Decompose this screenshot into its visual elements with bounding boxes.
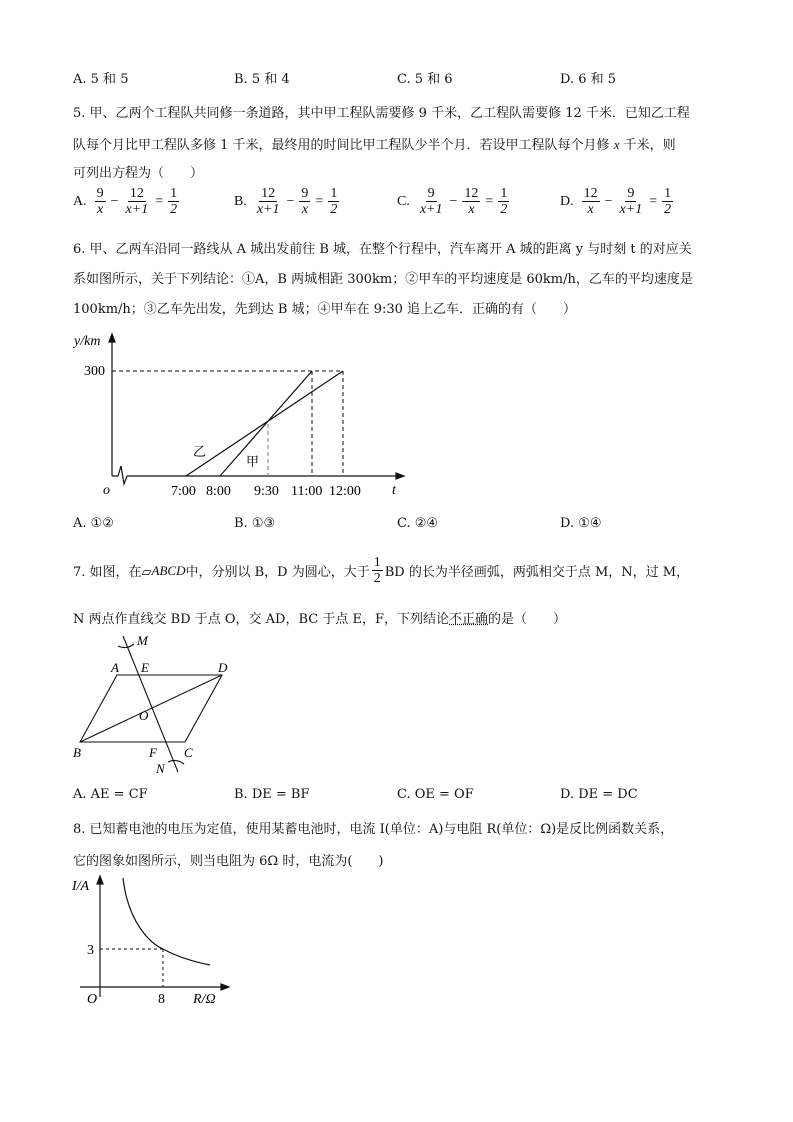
q5-option-label: A. (73, 193, 87, 209)
q6-option-d: D. ①④ (560, 516, 602, 531)
q5-frac-first-num: 9 (427, 186, 435, 201)
q5-frac-second-den: x (301, 202, 309, 217)
q7-label-a: A (111, 660, 119, 675)
q5-frac-result-num: 1 (170, 186, 178, 201)
q6-label-jia: 甲 (246, 454, 260, 469)
q5-frac-second (124, 186, 151, 217)
q7-label-n: N (156, 761, 165, 776)
q5-frac-second (299, 186, 310, 217)
q5-variable-x: x (613, 137, 620, 152)
q5-frac-first (255, 186, 282, 217)
q5-frac-second (618, 186, 645, 217)
q5-option-label: C. (397, 193, 410, 209)
q6-stem-line3: 100km/h；③乙车先出发，先到达 B 城；④甲车在 9:30 追上乙车．正确的有（ ） (73, 302, 577, 317)
q8-ylabel: I/A (72, 879, 90, 894)
q5-equals-sign: = (649, 193, 658, 209)
q5-frac-first-den: x+1 (419, 202, 443, 217)
q7-option-a: A. AE = CF (73, 787, 148, 802)
q4-option-d: D. 6 和 5 (560, 72, 617, 87)
q6-line-yi (186, 371, 343, 476)
q5-option-a (73, 186, 181, 217)
q8-origin: O (87, 992, 98, 1007)
q7-label-b: B (73, 745, 81, 760)
q7-option-b: B. DE = BF (234, 787, 310, 802)
q7-arc-n (168, 760, 184, 764)
q5-frac-result-num: 1 (330, 186, 338, 201)
q6-ytick-300: 300 (84, 364, 105, 379)
q7-label-m: M (137, 633, 148, 648)
q8-y-arrow (97, 876, 103, 884)
q5-frac-result-den: 2 (500, 202, 508, 217)
q5-frac-result-den: 2 (330, 202, 338, 217)
q6-xtick-0: 7:00 (171, 484, 196, 499)
q7-text-c: 中，分别以 B，D 为圆心，大于 (185, 565, 370, 580)
q5-minus-sign: − (449, 193, 458, 209)
q5-frac-second-num: 12 (464, 186, 479, 201)
q6-ylabel: y/km (74, 334, 101, 349)
q6-line-jia (220, 371, 312, 476)
q5-frac-second-num: 9 (301, 186, 309, 201)
q8-stem-line1: 8. 已知蓄电池的电压为定值，使用某蓄电池时，电流 I(单位：A)与电阻 R(单位：Ω)是反比例函数关系， (73, 822, 674, 837)
q7-label-o: O (139, 708, 149, 723)
q6-xtick-1: 8:00 (206, 484, 231, 499)
q5-stem-line3: 可列出方程为（ ） (73, 166, 204, 181)
q5-frac-result-den: 2 (664, 202, 672, 217)
q5-frac-first-num: 12 (583, 186, 598, 201)
q7-label-f: F (149, 745, 157, 760)
q5-frac-second-den: x+1 (619, 202, 643, 217)
q6-xtick-2: 9:30 (254, 484, 279, 499)
q5-frac-result-num: 1 (664, 186, 672, 201)
q5-minus-sign: − (286, 193, 295, 209)
q8-xlabel: R/Ω (193, 992, 216, 1007)
q6-option-b: B. ①③ (234, 516, 276, 531)
q5-frac-result (662, 186, 673, 217)
q7-abcd: ABCD (151, 562, 186, 578)
q7-fraction-half (372, 555, 383, 586)
q7-text-f: 的是（ ） (488, 612, 567, 627)
q5-frac-first (582, 186, 600, 217)
q5-frac-result-num: 1 (500, 186, 508, 201)
q6-xlabel: t (392, 483, 396, 498)
q6-stem-line1: 6. 甲、乙两车沿同一路线从 A 城出发前往 B 城，在整个行程中，汽车离开 A 城的距离 y 与时刻 t 的对应关 (73, 242, 692, 257)
q6-option-c: C. ②④ (397, 516, 439, 531)
q8-x-arrow (221, 984, 229, 990)
q5-frac-first (418, 186, 445, 217)
q5-minus-sign: − (110, 193, 119, 209)
q6-distance-time-graph (70, 328, 410, 503)
q5-option-b (234, 186, 341, 217)
q5-option-label: B. (234, 193, 247, 209)
q5-frac-second-num: 12 (129, 186, 144, 201)
q5-stem-line2 (73, 134, 676, 153)
q7-label-d: D (218, 660, 228, 675)
q6-xtick-4: 12:00 (329, 484, 361, 499)
q5-frac-second-num: 9 (627, 186, 635, 201)
q5-frac-first-num: 9 (96, 186, 104, 201)
q7-text-e: N 两点作直线交 BD 于点 O，交 AD，BC 于点 E，F，下列结论 (73, 612, 449, 627)
q5-frac-result-den: 2 (170, 202, 178, 217)
q8-curve (123, 878, 210, 965)
q7-option-d: D. DE = DC (560, 787, 638, 802)
q5-frac-first-num: 12 (261, 186, 276, 201)
q5-frac-first-den: x (587, 202, 594, 217)
q5-frac-result (328, 186, 339, 217)
q5-frac-second (462, 186, 480, 217)
q6-axis-break (112, 466, 127, 484)
q5-frac-first (95, 186, 106, 217)
q7-text-a: 7. 如图，在▱ (73, 565, 152, 580)
q5-equals-sign: = (315, 193, 324, 209)
q7-label-c: C (184, 745, 193, 760)
q7-frac-den: 2 (373, 571, 381, 586)
q7-frac-num: 1 (373, 555, 381, 570)
q4-option-c: C. 5 和 6 (397, 72, 453, 87)
q7-emphasis: 不正确 (449, 612, 489, 627)
q5-stem-line2-text: 队每个月比甲工程队多修 1 千米，最终用的时间比甲工程队少半个月．若设甲工程队每个月修 (73, 138, 610, 153)
q5-frac-result (168, 186, 179, 217)
q5-equals-sign: = (155, 193, 164, 209)
q7-stem-line2 (73, 608, 566, 627)
q5-stem-line1: 5. 甲、乙两个工程队共同修一条道路，其中甲工程队需要修 9 千米，乙工程队需要修 12 千米．已知乙工程 (73, 106, 690, 121)
q7-diagonal-bd (80, 675, 222, 742)
q4-option-b: B. 5 和 4 (234, 72, 290, 87)
q5-frac-second-den: x (468, 202, 475, 217)
q6-x-arrow (396, 473, 404, 479)
q6-y-arrow (109, 334, 115, 342)
q6-label-yi: 乙 (193, 444, 207, 459)
q6-xtick-3: 11:00 (291, 484, 323, 499)
q7-stem-line1 (73, 555, 689, 586)
q7-text-d: BD 的长为半径画弧，两弧相交于点 M，N，过 M， (384, 565, 690, 580)
q7-label-e: E (141, 660, 149, 675)
q5-equals-sign: = (485, 193, 494, 209)
q7-parallelogram-figure (70, 632, 240, 777)
q8-xtick-8: 8 (158, 992, 165, 1007)
q5-stem-line2-end: 千米，则 (623, 138, 676, 153)
q5-option-d (560, 186, 675, 217)
q8-stem-line2: 它的图象如图所示，则当电阻为 6Ω 时，电流为( ) (73, 854, 384, 869)
q5-frac-second-den: x+1 (125, 202, 149, 217)
q6-option-a: A. ①② (73, 516, 114, 531)
q4-option-a: A. 5 和 5 (73, 72, 129, 87)
q5-frac-first-den: x (97, 202, 104, 217)
q6-stem-line2: 系如图所示，关于下列结论：①A，B 两城相距 300km；②甲车的平均速度是 60km/h，乙车的平均速度是 (73, 272, 693, 287)
q5-option-c (397, 186, 511, 217)
q7-option-c: C. OE = OF (397, 787, 474, 802)
q5-frac-result (498, 186, 509, 217)
q5-frac-first-den: x+1 (256, 202, 280, 217)
q5-option-label: D. (560, 193, 574, 209)
q8-ytick-3: 3 (87, 943, 94, 958)
q8-inverse-graph (70, 872, 240, 1012)
q6-origin: o (103, 483, 110, 498)
q5-minus-sign: − (604, 193, 613, 209)
